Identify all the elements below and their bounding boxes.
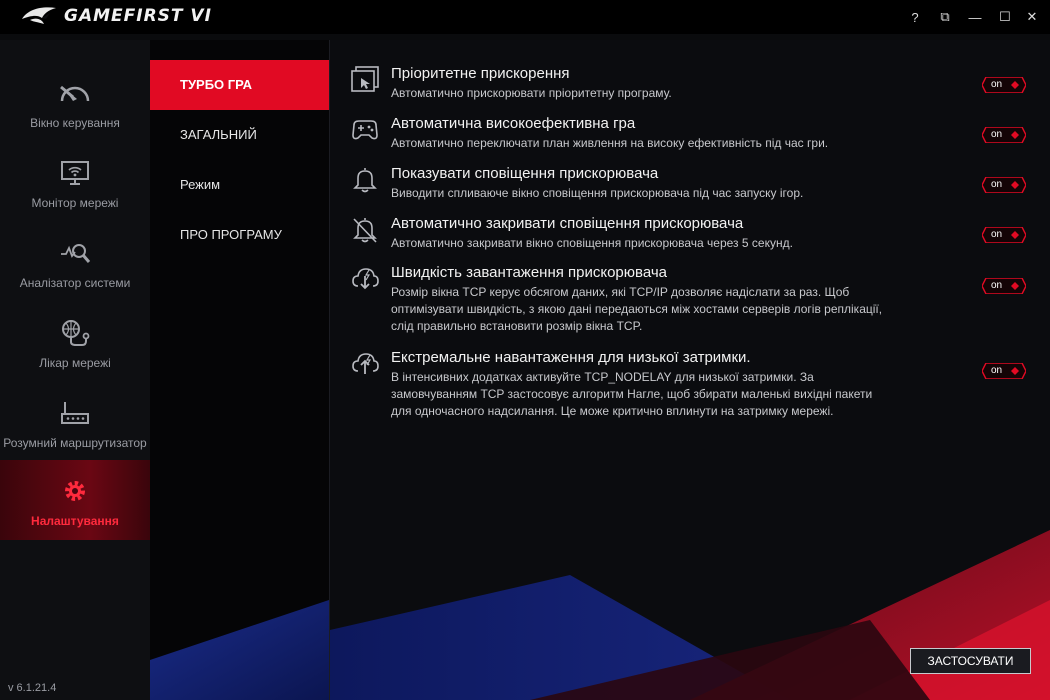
maximize-button[interactable]: ☐ [999,9,1011,24]
close-button[interactable]: ✕ [1026,9,1038,24]
gamepad-icon [350,115,380,145]
nav-item-network-monitor[interactable] [0,156,150,236]
nav-item-settings[interactable] [0,460,150,540]
nav-item-network-doctor[interactable] [0,316,150,396]
toggle-label: on [991,129,1003,140]
restore-window-button[interactable]: ⧉ [940,9,950,24]
bell-icon [350,165,380,195]
app-logo [20,5,212,27]
setting-title: Швидкість завантаження прискорювача [391,264,667,281]
tab-about[interactable]: ПРО ПРОГРАМУ [180,227,282,242]
tab-mode[interactable]: Режим [180,177,221,192]
apply-button[interactable]: ЗАСТОСУВАТИ [910,648,1031,674]
setting-description: Розмір вікна TCP керує обсягом даних, які TCP/IP дозволяє надіслати за раз. Щоб оптимізувати швидкість, з якою дані передаються між хостами серверів логів реплікації, слід правильно встановити розмір вікна TCP. [391,285,883,333]
toggle-label: on [991,229,1003,240]
nav-label: Налаштування [31,514,119,528]
setting-title: Показувати сповіщення прискорювача [391,165,659,182]
toggle-label: on [991,280,1003,291]
nav-label: Монітор мережі [31,196,119,210]
title-bar [0,0,1050,34]
window-cursor-icon [350,65,380,95]
toggle-label: on [991,365,1003,376]
main-nav [0,40,150,700]
cloud-download-icon [350,264,380,294]
setting-description: Виводити спливаюче вікно сповіщення прискорювача під час запуску ігор. [391,186,804,200]
stethoscope-icon [56,316,94,350]
setting-title: Пріоритетне прискорення [391,65,570,82]
router-icon [56,396,94,430]
rog-eye-icon [20,5,58,27]
tab-turbo-game[interactable]: ТУРБО ГРА [150,60,329,110]
settings-panel [330,40,1050,700]
auto-close-notification-toggle[interactable] [982,227,1026,243]
speedometer-icon [56,76,94,110]
tab-general[interactable]: ЗАГАЛЬНИЙ [180,127,257,142]
setting-title: Екстремальне навантаження для низької затримки. [391,349,751,366]
monitor-wifi-icon [56,156,94,190]
setting-title: Автоматично закривати сповіщення прискорювача [391,215,744,232]
minimize-button[interactable]: — [968,9,982,25]
nav-label: Вікно керування [30,116,120,130]
help-button[interactable]: ? [911,9,919,25]
nav-label: Лікар мережі [39,356,111,370]
cloud-upload-icon [350,349,380,379]
analyzer-icon [56,236,94,270]
setting-description: Автоматично прискорювати пріоритетну програму. [391,86,672,100]
show-notification-toggle[interactable] [982,177,1026,193]
gear-icon [56,474,94,508]
setting-description: Автоматично переключати план живлення на високу ефективність під час гри. [391,136,829,150]
version-label: v 6.1.21.4 [8,682,57,694]
download-speed-toggle[interactable] [982,278,1026,294]
app-title: GAMEFIRST VI [64,6,212,26]
nav-label: Аналізатор системи [19,276,131,290]
high-performance-game-toggle[interactable] [982,127,1026,143]
setting-title: Автоматична високоефективна гра [391,115,636,132]
background-decoration [150,600,329,700]
settings-subnav [150,40,330,700]
priority-acceleration-toggle[interactable] [982,77,1026,93]
nav-label: Розумний маршрутизатор [3,436,147,450]
extreme-low-latency-toggle[interactable] [982,363,1026,379]
toggle-label: on [991,179,1003,190]
nav-item-dashboard[interactable] [0,76,150,156]
setting-description: В інтенсивних додатках активуйте TCP_NODELAY для низької затримки. За замовчуванням TCP застосовує алгоритм Нагле, щоб збирати маленькі вихідні пакети для одночасного надсилання. Це може критично вплинути на затримку мережі. [391,370,873,418]
nav-item-system-analyzer[interactable] [0,236,150,316]
bell-off-icon [350,215,380,245]
toggle-label: on [991,79,1003,90]
setting-description: Автоматично закривати вікно сповіщення прискорювача через 5 секунд. [391,236,793,250]
